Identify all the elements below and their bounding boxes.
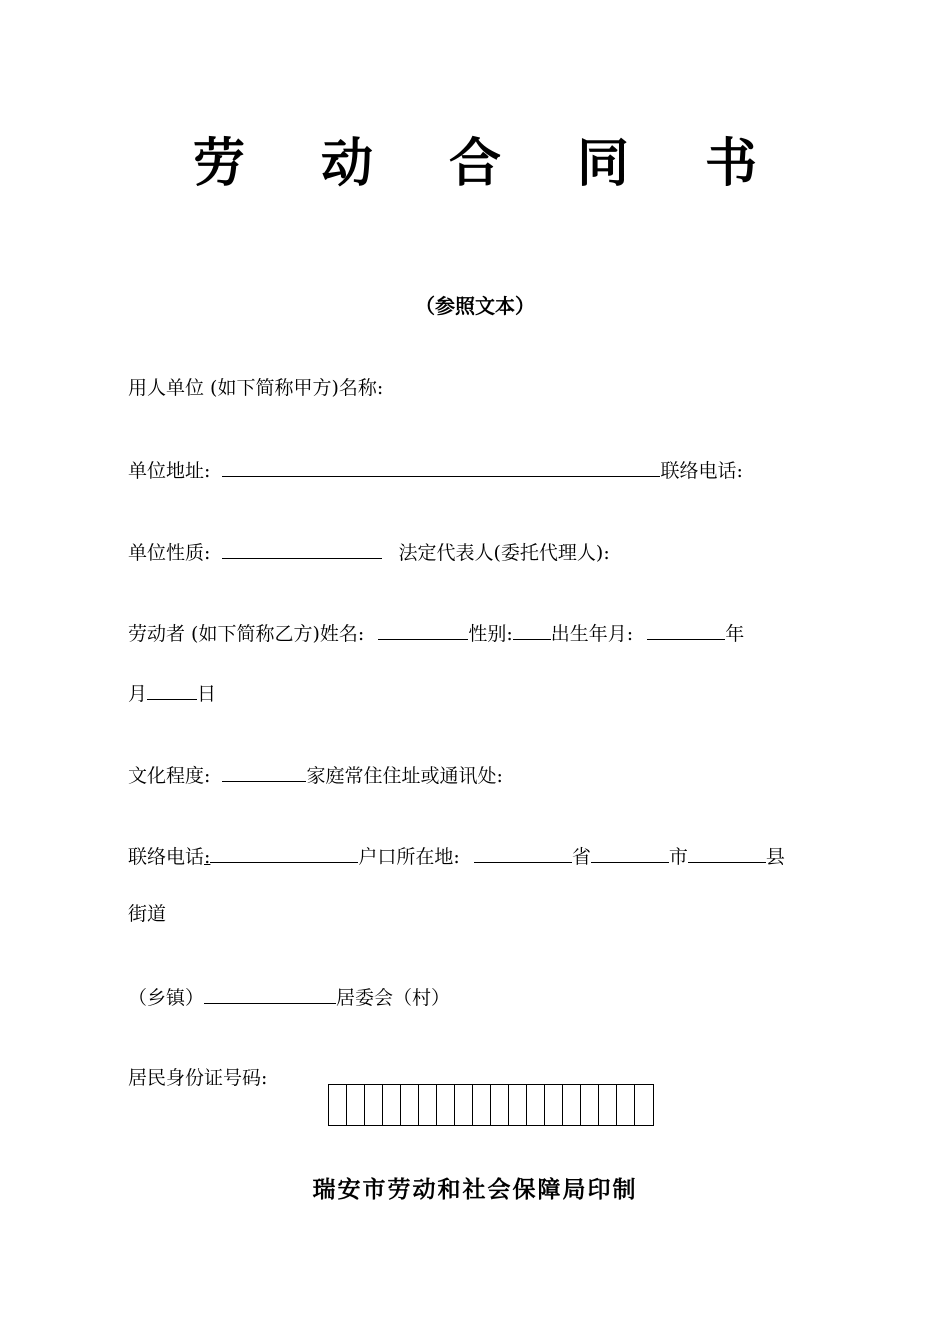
township-line — [128, 982, 450, 1012]
worker-line — [128, 618, 744, 648]
birth-day-blank[interactable] — [147, 678, 197, 700]
employer-name-line — [128, 374, 383, 402]
hukou-label: 户口所在地: — [358, 846, 460, 868]
id-digit-cell[interactable] — [527, 1085, 545, 1125]
county-blank[interactable] — [688, 841, 766, 863]
province-blank[interactable] — [474, 841, 572, 863]
province-label: 省 — [571, 846, 591, 868]
id-digit-cell[interactable] — [455, 1085, 473, 1125]
birth-year-blank[interactable] — [647, 618, 725, 640]
nature-blank[interactable] — [222, 537, 382, 559]
id-digit-cell[interactable] — [347, 1085, 365, 1125]
street-line — [128, 900, 166, 928]
nature-label: 单位性质: — [128, 542, 211, 564]
gender-label: 性别: — [468, 623, 513, 645]
home-address-label: 家庭常住住址或通讯处: — [306, 765, 503, 787]
education-blank[interactable] — [222, 760, 306, 782]
id-digit-cell[interactable] — [545, 1085, 563, 1125]
township-blank[interactable] — [204, 982, 336, 1004]
subtitle: （参照文本） — [415, 294, 535, 318]
birth-continued-line — [128, 678, 216, 708]
employer-name-label: 用人单位 (如下简称甲方)名称: — [128, 377, 384, 399]
id-digit-cell[interactable] — [599, 1085, 617, 1125]
id-digit-cell[interactable] — [329, 1085, 347, 1125]
title-char: 同 — [577, 134, 630, 194]
birth-label: 出生年月: — [550, 623, 634, 645]
id-digit-cell[interactable] — [563, 1085, 581, 1125]
printer-note: 瑞安市劳动和社会保障局印制 — [312, 1176, 638, 1203]
title-char: 书 — [705, 134, 758, 194]
year-label: 年 — [725, 623, 745, 645]
id-digit-cell[interactable] — [383, 1085, 401, 1125]
worker-name-blank[interactable] — [378, 618, 468, 640]
contact-phone-blank[interactable] — [210, 841, 358, 863]
title-char: 合 — [448, 134, 501, 194]
id-digit-cell[interactable] — [581, 1085, 599, 1125]
title-char: 劳 — [192, 134, 245, 194]
contact-phone-label: 联络电话 — [128, 846, 205, 868]
gender-blank[interactable] — [513, 618, 551, 640]
contact-line — [128, 841, 785, 871]
id-digit-cell[interactable] — [509, 1085, 527, 1125]
id-digit-cell[interactable] — [437, 1085, 455, 1125]
city-label: 市 — [668, 846, 688, 868]
title-char: 动 — [320, 134, 373, 194]
county-label: 县 — [765, 846, 785, 868]
id-digit-cell[interactable] — [419, 1085, 437, 1125]
street-label: 街道 — [128, 903, 167, 925]
id-digit-cell[interactable] — [491, 1085, 509, 1125]
education-label: 文化程度: — [128, 765, 211, 787]
id-line — [128, 1064, 267, 1092]
address-blank[interactable] — [222, 455, 660, 477]
nature-line — [128, 537, 610, 567]
address-label: 单位地址: — [128, 460, 211, 482]
address-line — [128, 455, 743, 485]
document-title — [0, 132, 950, 196]
legal-rep-label: 法定代表人(委托代理人): — [398, 542, 610, 564]
month-label: 月 — [128, 683, 148, 705]
id-digit-cell[interactable] — [365, 1085, 383, 1125]
id-digit-cell[interactable] — [617, 1085, 635, 1125]
phone-label: 联络电话: — [660, 460, 743, 482]
id-digit-cell[interactable] — [635, 1085, 653, 1125]
id-digit-cell[interactable] — [473, 1085, 491, 1125]
education-line — [128, 760, 503, 790]
city-blank[interactable] — [591, 841, 669, 863]
id-label: 居民身份证号码: — [128, 1067, 268, 1089]
worker-name-label: 劳动者 (如下简称乙方)姓名: — [128, 623, 365, 645]
id-digit-cell[interactable] — [401, 1085, 419, 1125]
township-label: （乡镇） — [128, 987, 205, 1009]
committee-label: 居委会（村） — [336, 987, 451, 1009]
contact-phone-colon: : — [204, 846, 211, 868]
id-number-boxes — [328, 1084, 654, 1126]
day-label: 日 — [197, 683, 217, 705]
